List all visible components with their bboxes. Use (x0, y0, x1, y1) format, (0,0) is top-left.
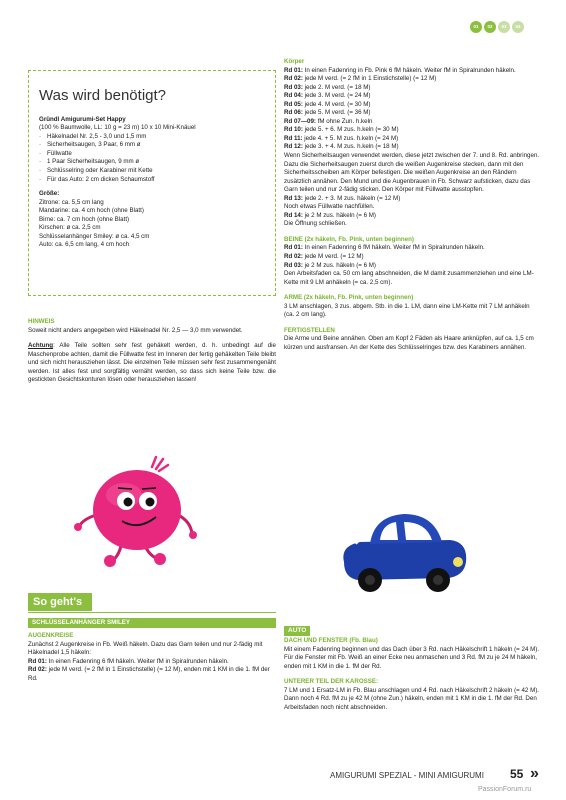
instruction-row: Noch etwas Füllwatte nachfüllen. (284, 203, 375, 211)
instruction-row: Rd 07—09: fM ohne Zun. h.keln (284, 117, 373, 125)
arme-text: 3 LM anschlagen, 3 zus. abgem. Stb. in die 1. LM, dann eine LM-Kette mit 7 LM anhäkeln (ca. 2 cm lang). (284, 302, 530, 319)
size-item: Mandarine: ca. 4 cm hoch (ohne Blatt) (39, 207, 144, 215)
difficulty-dot: 03 (498, 21, 510, 33)
beine-note: Den Arbeitsfaden ca. 50 cm lang abschneiden, die M damit zusammenziehen und eine LM-Kette mit 9 LM anhäkeln (= ca. 2,5 cm). (284, 270, 534, 286)
koerper-section (284, 58, 540, 353)
list-item: · Schlüsselring oder Karabiner mit Kette (39, 167, 266, 176)
hinweis-text: Soweit nicht anders angegeben wird Häkelnadel Nr. 2,5 — 3,0 mm verwendet. (28, 326, 243, 334)
fertig-title: FERTIGSTELLEN (284, 326, 335, 334)
auto-tag: AUTO (284, 626, 310, 636)
achtung-text: : Alle Teile sollten sehr fest gehäkelt werden, d. h. unbedingt auf die Maschenprobe achten, damit die Füllwatte fest im Inneren der fertig gehäkelten Teile bleibt und sich nicht herausziehen lässt. Die einzelnen Teile müssen sehr fest zusammengenäht werden. Ist alles fest und sorgfältig vernäht werden, so dass sich keine Teile bzw. die gestickten Gesichtskonturen lösen oder herausziehen lassen! (28, 342, 276, 384)
smiley-section (28, 632, 276, 683)
next-page-arrow-icon: » (530, 765, 539, 782)
car-amigurumi-image (330, 500, 480, 600)
augenkreise-intro: Zunächst 2 Augenkreise in Fb. Weiß häkeln. Dazu das Garn teilen und nur 2-fädig mit Häkelnadel 1,5 häkeln: (28, 640, 263, 657)
instruction-row: Rd 01: In einen Fadenring 6 fM häkeln. Weiter fM in Spiralrunden häkeln. (28, 657, 229, 665)
achtung-label: Achtung (28, 342, 54, 350)
hinweis-title: HINWEIS (28, 318, 55, 325)
size-item: Zitrone: ca. 5,5 cm lang (39, 198, 104, 206)
instruction-row: Rd 12: jede 3. + 4. M zus. h.keln (= 18 M) (284, 143, 399, 151)
materials-box (28, 70, 276, 296)
instruction-row: Rd 02: jede M verd. (= 12 M) (284, 253, 364, 261)
set-description: (100 % Baumwolle, LL: 10 g = 23 m) 10 x 10 Mini-Knäuel (39, 124, 196, 132)
fertig-text: Die Arme und Beine annähen. Oben am Kopf 2 Fäden als Haare anknüpfen, auf ca. 1,5 cm kürzen und ausfransen. An der Kette des Schlüsselringes bzw. des Karabiners annähen. (284, 335, 534, 351)
augenkreise-title: AUGENKREISE (28, 632, 74, 639)
arme-title: ARME (2x häkeln, Fb. Pink, unten beginnen) (284, 294, 414, 302)
materials-title: Was wird benötigt? (39, 87, 167, 104)
list-item: · Für das Auto: 2 cm dicken Schaumstoff (39, 176, 266, 185)
difficulty-dot: 04 (512, 21, 524, 33)
difficulty-dot: 02 (484, 21, 496, 33)
instruction-row: Rd 11: jede 4. + 5. M zus. h.keln (= 24 M) (284, 134, 399, 142)
koerper-title: Körper (284, 58, 305, 65)
smiley-section-title: SCHLÜSSELANHÄNGER SMILEY (28, 618, 276, 628)
size-item: Birne: ca. 7 cm hoch (ohne Blatt) (39, 215, 130, 223)
materials-list (39, 133, 266, 184)
instruction-row: Rd 01: In einen Fadenring in Fb. Pink 6 fM häkeln. Weiter fM in Spiralrunden häkeln. (284, 66, 516, 74)
auto-section (284, 637, 540, 712)
instruction-row: Die Öffnung schließen. (284, 220, 347, 228)
watermark: PassionForum.ru (478, 786, 532, 793)
so-gehts-banner: So geht's (28, 593, 92, 611)
list-item: · 1 Paar Sicherheitsaugen, 9 mm ø (39, 158, 266, 167)
size-title: Größe: (39, 190, 60, 198)
dach-text: Mit einem Fadenring beginnen und das Dach über 3 Rd. nach Häkelschrift 1 häkeln (= 24 M). Für die Fenster mit Fb. Weiß an einer Ecke neu anmaschen und 3 Rd. fM zu je 24 M häkeln, enden mit 1 KM in die 1. fM der Rd. (284, 645, 540, 670)
instruction-row: Rd 10: jede 5. + 6. M zus. h.keln (= 30 M) (284, 126, 399, 134)
karosse-text: 7 LM und 1 Ersatz-LM in Fb. Blau anschlagen und 4 Rd. nach Häkelschrift 2 häkeln (= 42 M). Dann noch 4 Rd. fM zu je 42 M (ohne Zun.) häkeln, enden mit 1 KM in die 1. fM der Rd. Den Arbeitsfaden noch nicht abschneiden. (284, 686, 540, 711)
instruction-row: Rd 06: jede 5. M verd. (= 36 M) (284, 109, 371, 117)
karosse-title: UNTERER TEIL DER KAROSSE: (284, 678, 379, 686)
instruction-row: Rd 03: jede 2. M verd. (= 18 M) (284, 83, 371, 91)
smiley-amigurumi-image (60, 455, 210, 570)
list-item: · Sicherheitsaugen, 3 Paar, 6 mm ø (39, 141, 266, 150)
page-number: 55 (510, 767, 524, 781)
dach-title: DACH UND FENSTER (Fb. Blau) (284, 637, 378, 644)
footer-text: AMIGURUMI SPEZIAL - MINI AMIGURUMI (330, 771, 484, 780)
instruction-row: Rd 03: je 2 M zus. häkeln (= 6 M) (284, 261, 376, 269)
instruction-row: Rd 04: jede 3. M verd. (= 24 M) (284, 92, 371, 100)
divider (28, 612, 276, 613)
instruction-row: Rd 01: In einen Fadenring 6 fM häkeln. Weiter fM in Spiralrunden häkeln. (284, 244, 485, 252)
instruction-row: Rd 02: jede M verd. (= 2 fM in 1 Einstichstelle) (= 12 M), enden mit 1 KM in die 1. fM der Rd. (28, 666, 270, 682)
hinweis-section (28, 318, 276, 385)
list-item: · Füllwatte (39, 150, 266, 159)
list-item: · Häkelnadel Nr. 2,5 - 3,0 und 1,5 mm (39, 133, 266, 142)
koerper-note: Wenn Sicherheitsaugen verwendet werden, diese jetzt zwischen der 7. und 8. Rd. anbringen. Dazu die Sicherheitsaugen zuerst durch die weißen Augenkreise stecken, dann mit den Sicherheitsscheiben am Körper befestigen. Die weißen Augenkreise an den Rändern zusätzlich annähen. Den Mund und die Augenbrauen in Fb. Schwarz aufsticken, dazu das Garn teilen und nur 2-fädig sticken. Den Körper mit Füllwatte ausstopfen. (284, 152, 540, 194)
size-item: Auto: ca. 6,5 cm lang, 4 cm hoch (39, 241, 130, 249)
size-item: Kirschen: ø ca. 2,5 cm (39, 224, 101, 232)
beine-title: BEINE (2x häkeln, Fb. Pink, unten beginnen) (284, 235, 414, 243)
achtung-paragraph (28, 342, 276, 385)
size-item: Schlüsselanhänger Smiley: ø ca. 4,5 cm (39, 232, 150, 240)
set-title: Gründl Amigurumi-Set Happy (39, 115, 126, 123)
instruction-row: Rd 05: jede 4. M verd. (= 30 M) (284, 100, 371, 108)
difficulty-indicator (470, 21, 524, 33)
instruction-row: Rd 02: jede M verd. (= 2 fM in 1 Einstichstelle) (= 12 M) (284, 75, 437, 83)
instruction-row: Rd 14: je 2 M zus. häkeln (= 6 M) (284, 211, 376, 219)
instruction-row: Rd 13: jede 2. + 3. M zus. häkeln (= 12 M) (284, 194, 401, 202)
difficulty-dot: 01 (470, 21, 482, 33)
